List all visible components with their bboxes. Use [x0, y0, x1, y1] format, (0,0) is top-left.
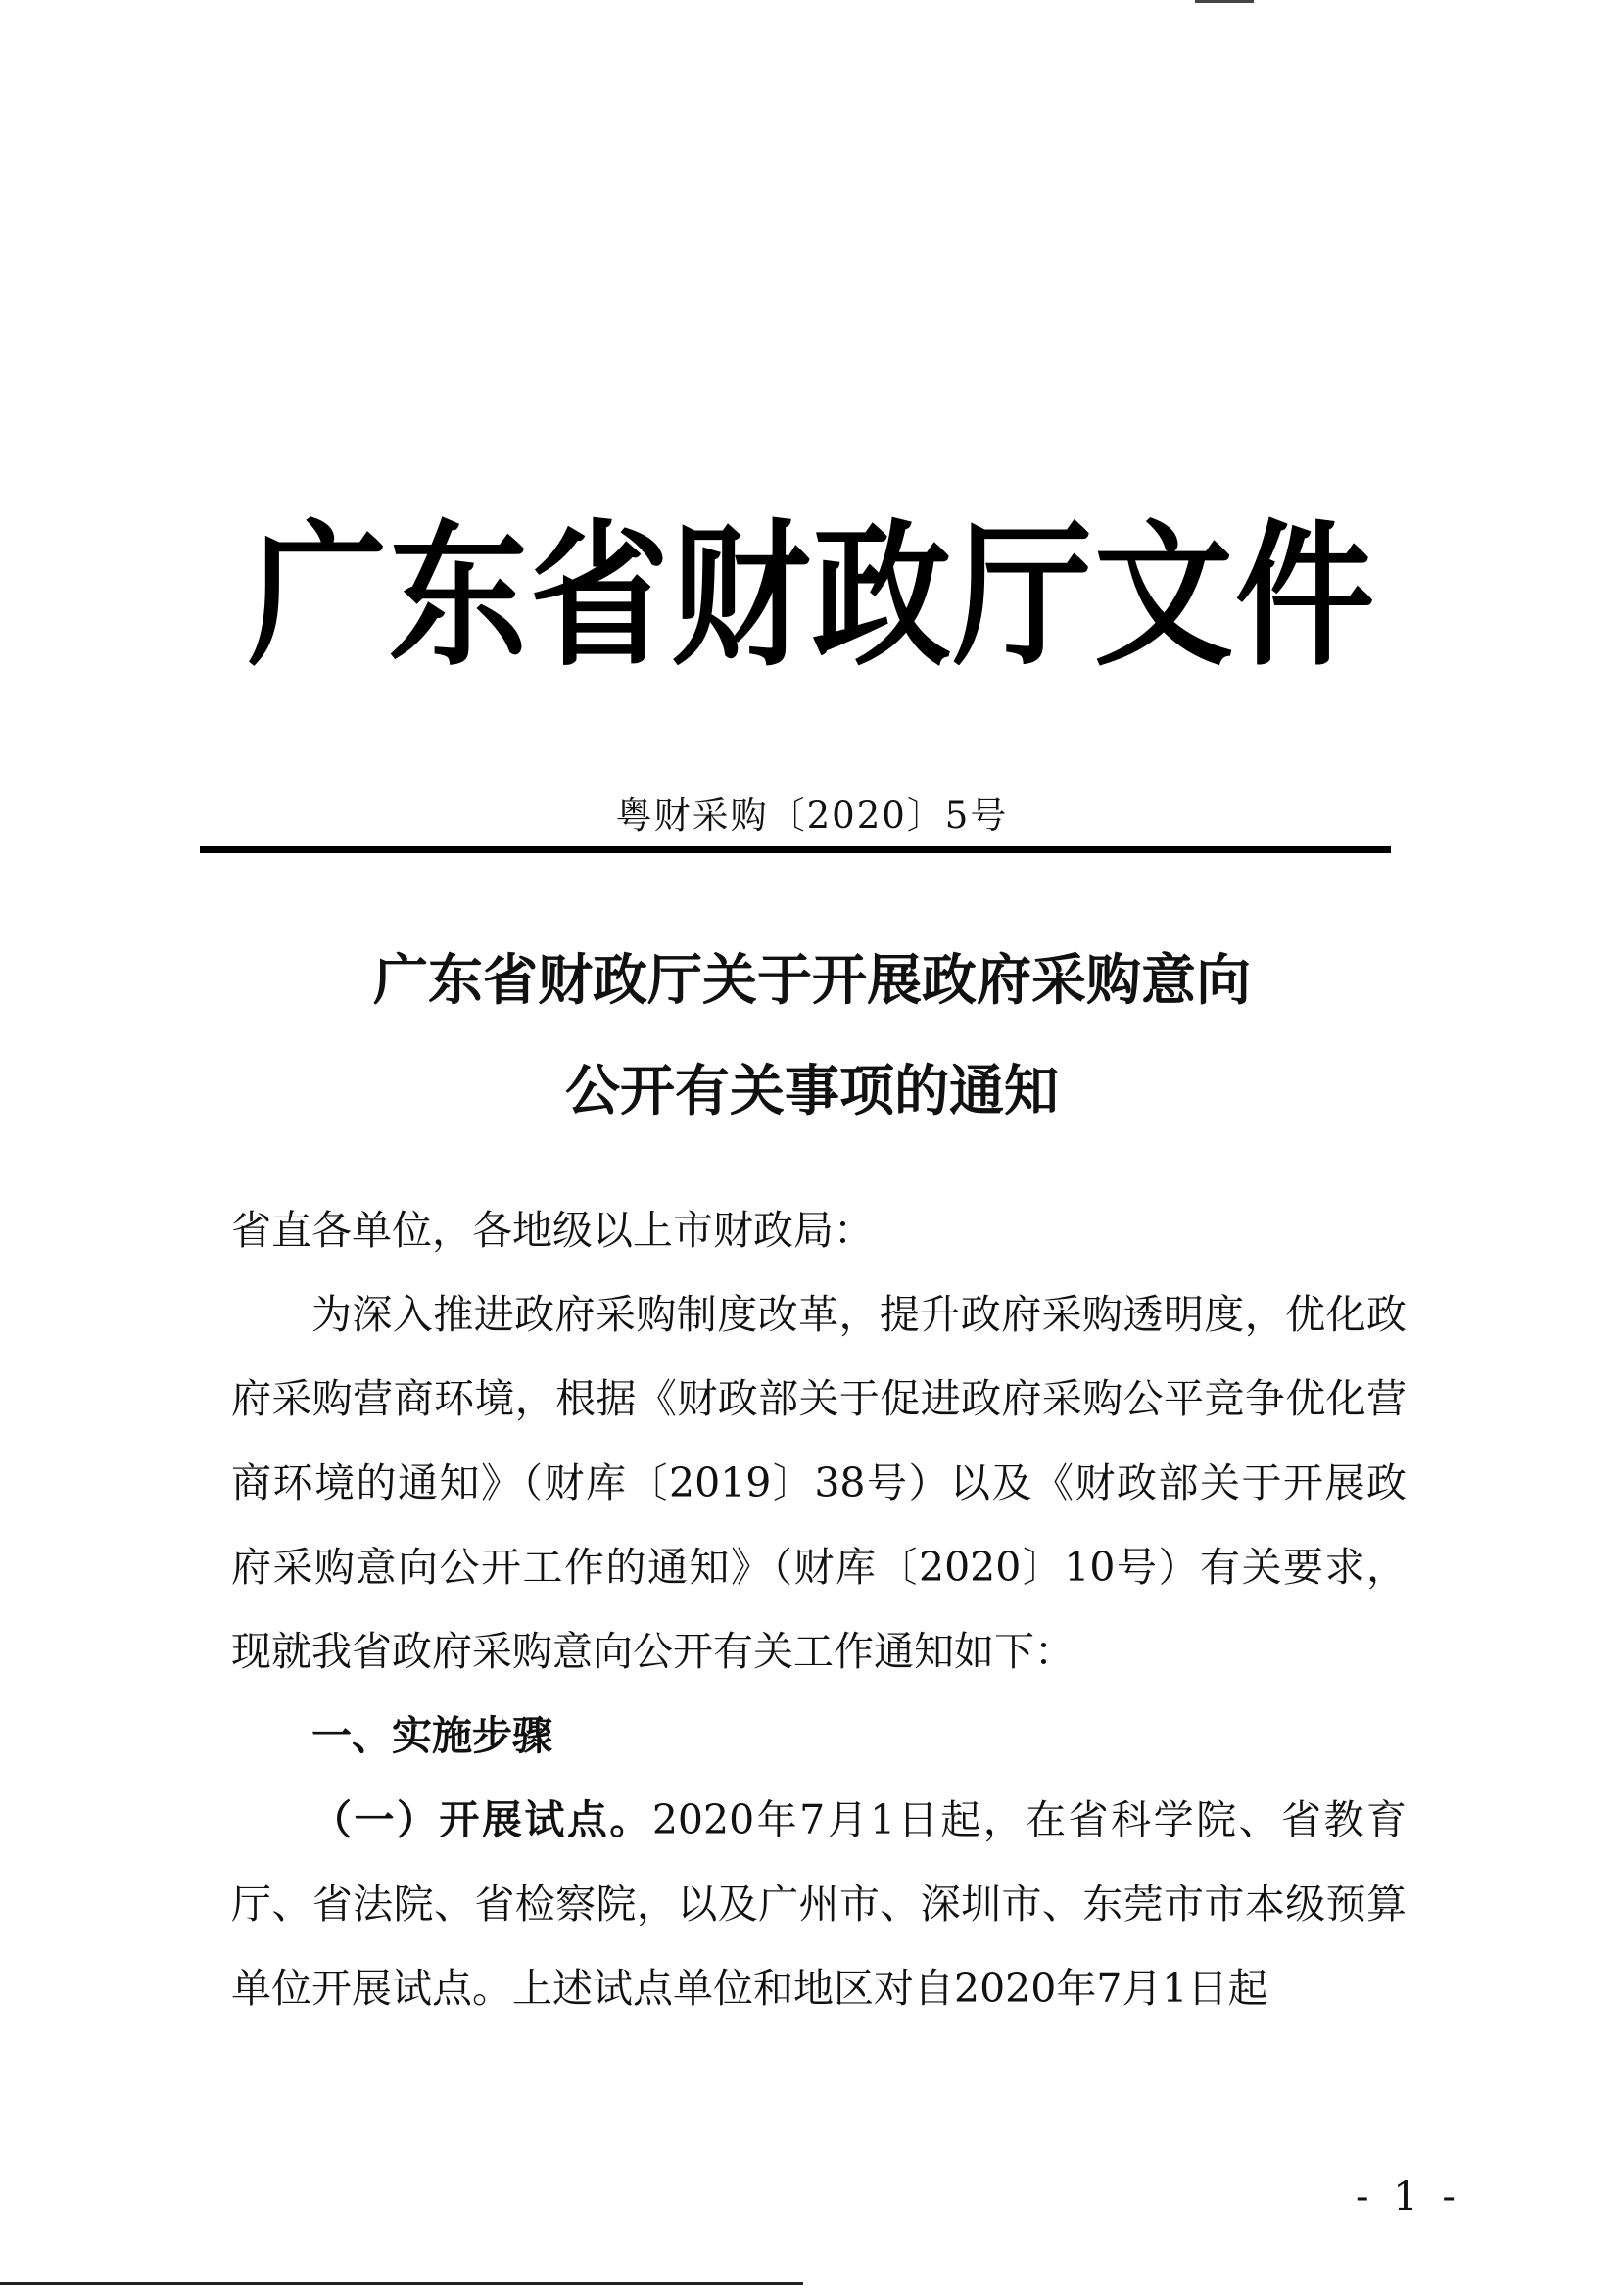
document-body [231, 1188, 1407, 2030]
title-line-2: 公开有关事项的通知 [565, 1059, 1059, 1123]
intro-paragraph: 为深入推进政府采购制度改革，提升政府采购透明度，优化政府采购营商环境，根据《财政部关于促进政府采购公平竞争优化营商环境的通知》（财库〔2019〕38号）以及《财政部关于开展政府采购意向公开工作的通知》（财库〔2020〕10号）有关要求，现就我省政府采购意向公开有关工作通知如下： [231, 1291, 1407, 1675]
item-one-text: 2020年7月1日起，在省科学院、省教育厅、省法院、省检察院，以及广州市、深圳市、东莞市市本级预算单位开展试点。上述试点单位和地区对自2020年7月1日起 [231, 1796, 1407, 2012]
scan-edge-mark-top [1195, 0, 1254, 3]
header-divider [200, 846, 1391, 853]
title-line-1: 广东省财政厅关于开展政府采购意向 [373, 948, 1251, 1013]
item-one-paragraph [231, 1778, 1407, 2030]
section-heading: 一、实施步骤 [311, 1712, 552, 1759]
document-title [0, 926, 1624, 1147]
issuer-header: 广东省财政厅文件 [248, 506, 1376, 688]
item-one-lead: （一）开展试点。 [311, 1796, 652, 1843]
salutation: 省直各单位，各地级以上市财政局： [231, 1207, 874, 1254]
page-number: - 1 - [1356, 2174, 1461, 2219]
document-number: 粤财采购〔2020〕5号 [615, 794, 1009, 836]
scan-edge-mark-bottom [0, 2282, 803, 2285]
